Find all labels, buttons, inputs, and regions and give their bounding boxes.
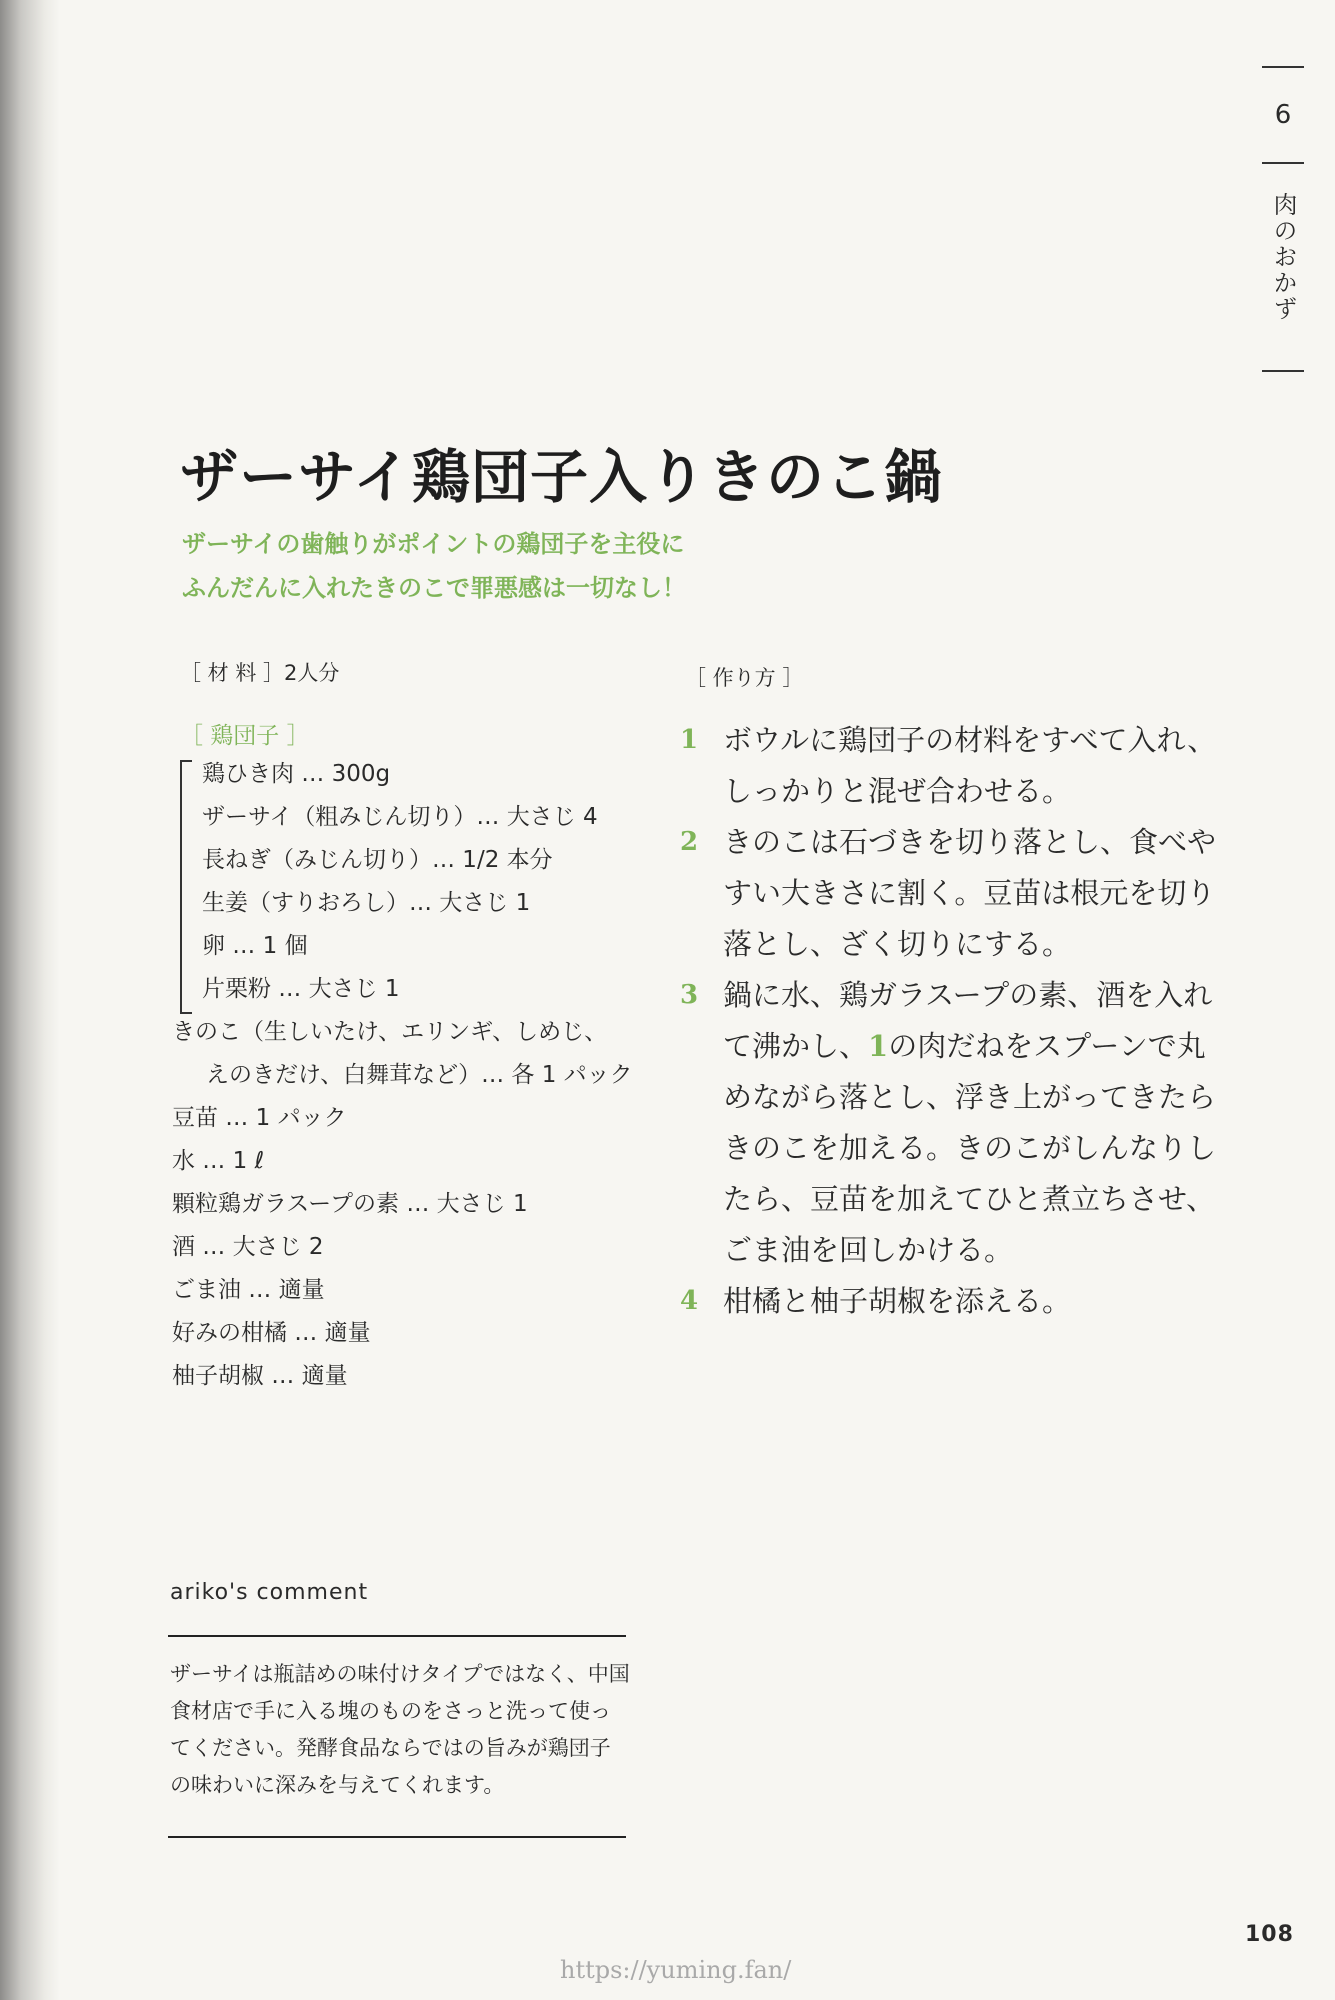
chapter-tab-top-rule: [1262, 66, 1304, 68]
ingredient-item: 片栗粉 … 大さじ 1: [202, 976, 400, 1002]
subtitle-line: ふんだんに入れたきのこで罪悪感は一切なし！: [182, 574, 686, 602]
ingredient-item: 卵 … 1 個: [202, 933, 308, 959]
recipe-subtitle: [182, 522, 686, 610]
method-step: [680, 1276, 1220, 1327]
step-text: ボウルに鶏団子の材料をすべて入れ、しっかりと混ぜ合わせる。: [723, 723, 1217, 808]
watermark-url: https://yuming.fan/: [560, 1956, 792, 1984]
method-step: [680, 970, 1220, 1276]
subtitle-line: ザーサイの歯触りがポイントの鶏団子を主役に: [182, 530, 685, 558]
step-text: きのこは石づきを切り落とし、食べやすい大きさに割く。豆苗は根元を切り落とし、ざく切りにする。: [723, 825, 1217, 961]
ingredient-item: 水 … 1 ℓ: [172, 1148, 265, 1174]
method-steps: [680, 715, 1220, 1327]
ingredient-item: 顆粒鶏ガラスープの素 … 大さじ 1: [172, 1191, 528, 1217]
chapter-tab-bottom-rule: [1262, 370, 1304, 372]
ingredient-item: 好みの柑橘 … 適量: [172, 1320, 371, 1346]
chapter-number: 6: [1274, 100, 1292, 130]
step-number: 2: [680, 827, 699, 857]
comment-body: ザーサイは瓶詰めの味付けタイプではなく、中国食材店で手に入る塊のものをさっと洗って使ってください。発酵食品ならではの旨みが鶏団子の味わいに深みを与えてくれます。: [170, 1662, 630, 1797]
step-text: の肉だねをスプーンで丸めながら落とし、浮き上がってきたらきのこを加える。きのこがしんなりしたら、豆苗を加えてひと煮立ちさせ、ごま油を回しかける。: [723, 1029, 1217, 1267]
ingredient-item: 長ねぎ（みじん切り）… 1/2 本分: [202, 847, 553, 873]
ingredient-item: 鶏ひき肉 … 300g: [202, 761, 391, 787]
chapter-name: 肉のおかず: [1269, 192, 1297, 322]
ingredient-list: [172, 753, 672, 1398]
method-heading: ［ 作り方 ］: [685, 666, 804, 690]
step-text: 柑橘と柚子胡椒を添える。: [723, 1284, 1072, 1318]
page-number: 108: [1245, 1922, 1294, 1947]
step-reference: 1: [868, 1029, 889, 1063]
ingredient-item: きのこ（生しいたけ、エリンギ、しめじ、: [172, 1019, 608, 1045]
comment-top-rule: [168, 1635, 626, 1637]
comment-heading: ariko's comment: [170, 1580, 369, 1605]
step-text: 鍋に水、鶏ガラスープの素、酒を入れて沸かし、: [723, 978, 1213, 1063]
method-step: [680, 715, 1220, 817]
step-number: 1: [680, 725, 699, 755]
comment-bottom-rule: [168, 1836, 626, 1838]
step-number: 4: [680, 1286, 699, 1316]
page-gutter-shadow: [0, 0, 60, 2000]
ingredient-item: ごま油 … 適量: [172, 1277, 325, 1303]
ingredient-item: ザーサイ（粗みじん切り）… 大さじ 4: [202, 804, 598, 830]
ingredient-item: 柚子胡椒 … 適量: [172, 1363, 348, 1389]
ingredient-item: 生姜（すりおろし）… 大さじ 1: [202, 890, 531, 916]
ingredient-item: 豆苗 … 1 パック: [172, 1105, 347, 1131]
ingredients-heading: ［ 材 料 ］2人分: [180, 661, 340, 685]
ingredient-group-label: ［ 鶏団子 ］: [180, 723, 310, 749]
ingredient-item: えのきだけ、白舞茸など）… 各 1 パック: [206, 1062, 633, 1088]
step-number: 3: [680, 980, 699, 1010]
chapter-tab-mid-rule: [1262, 162, 1304, 164]
method-step: [680, 817, 1220, 970]
ingredient-item: 酒 … 大さじ 2: [172, 1234, 324, 1260]
recipe-title: ザーサイ鶏団子入りきのこ鍋: [180, 443, 943, 511]
